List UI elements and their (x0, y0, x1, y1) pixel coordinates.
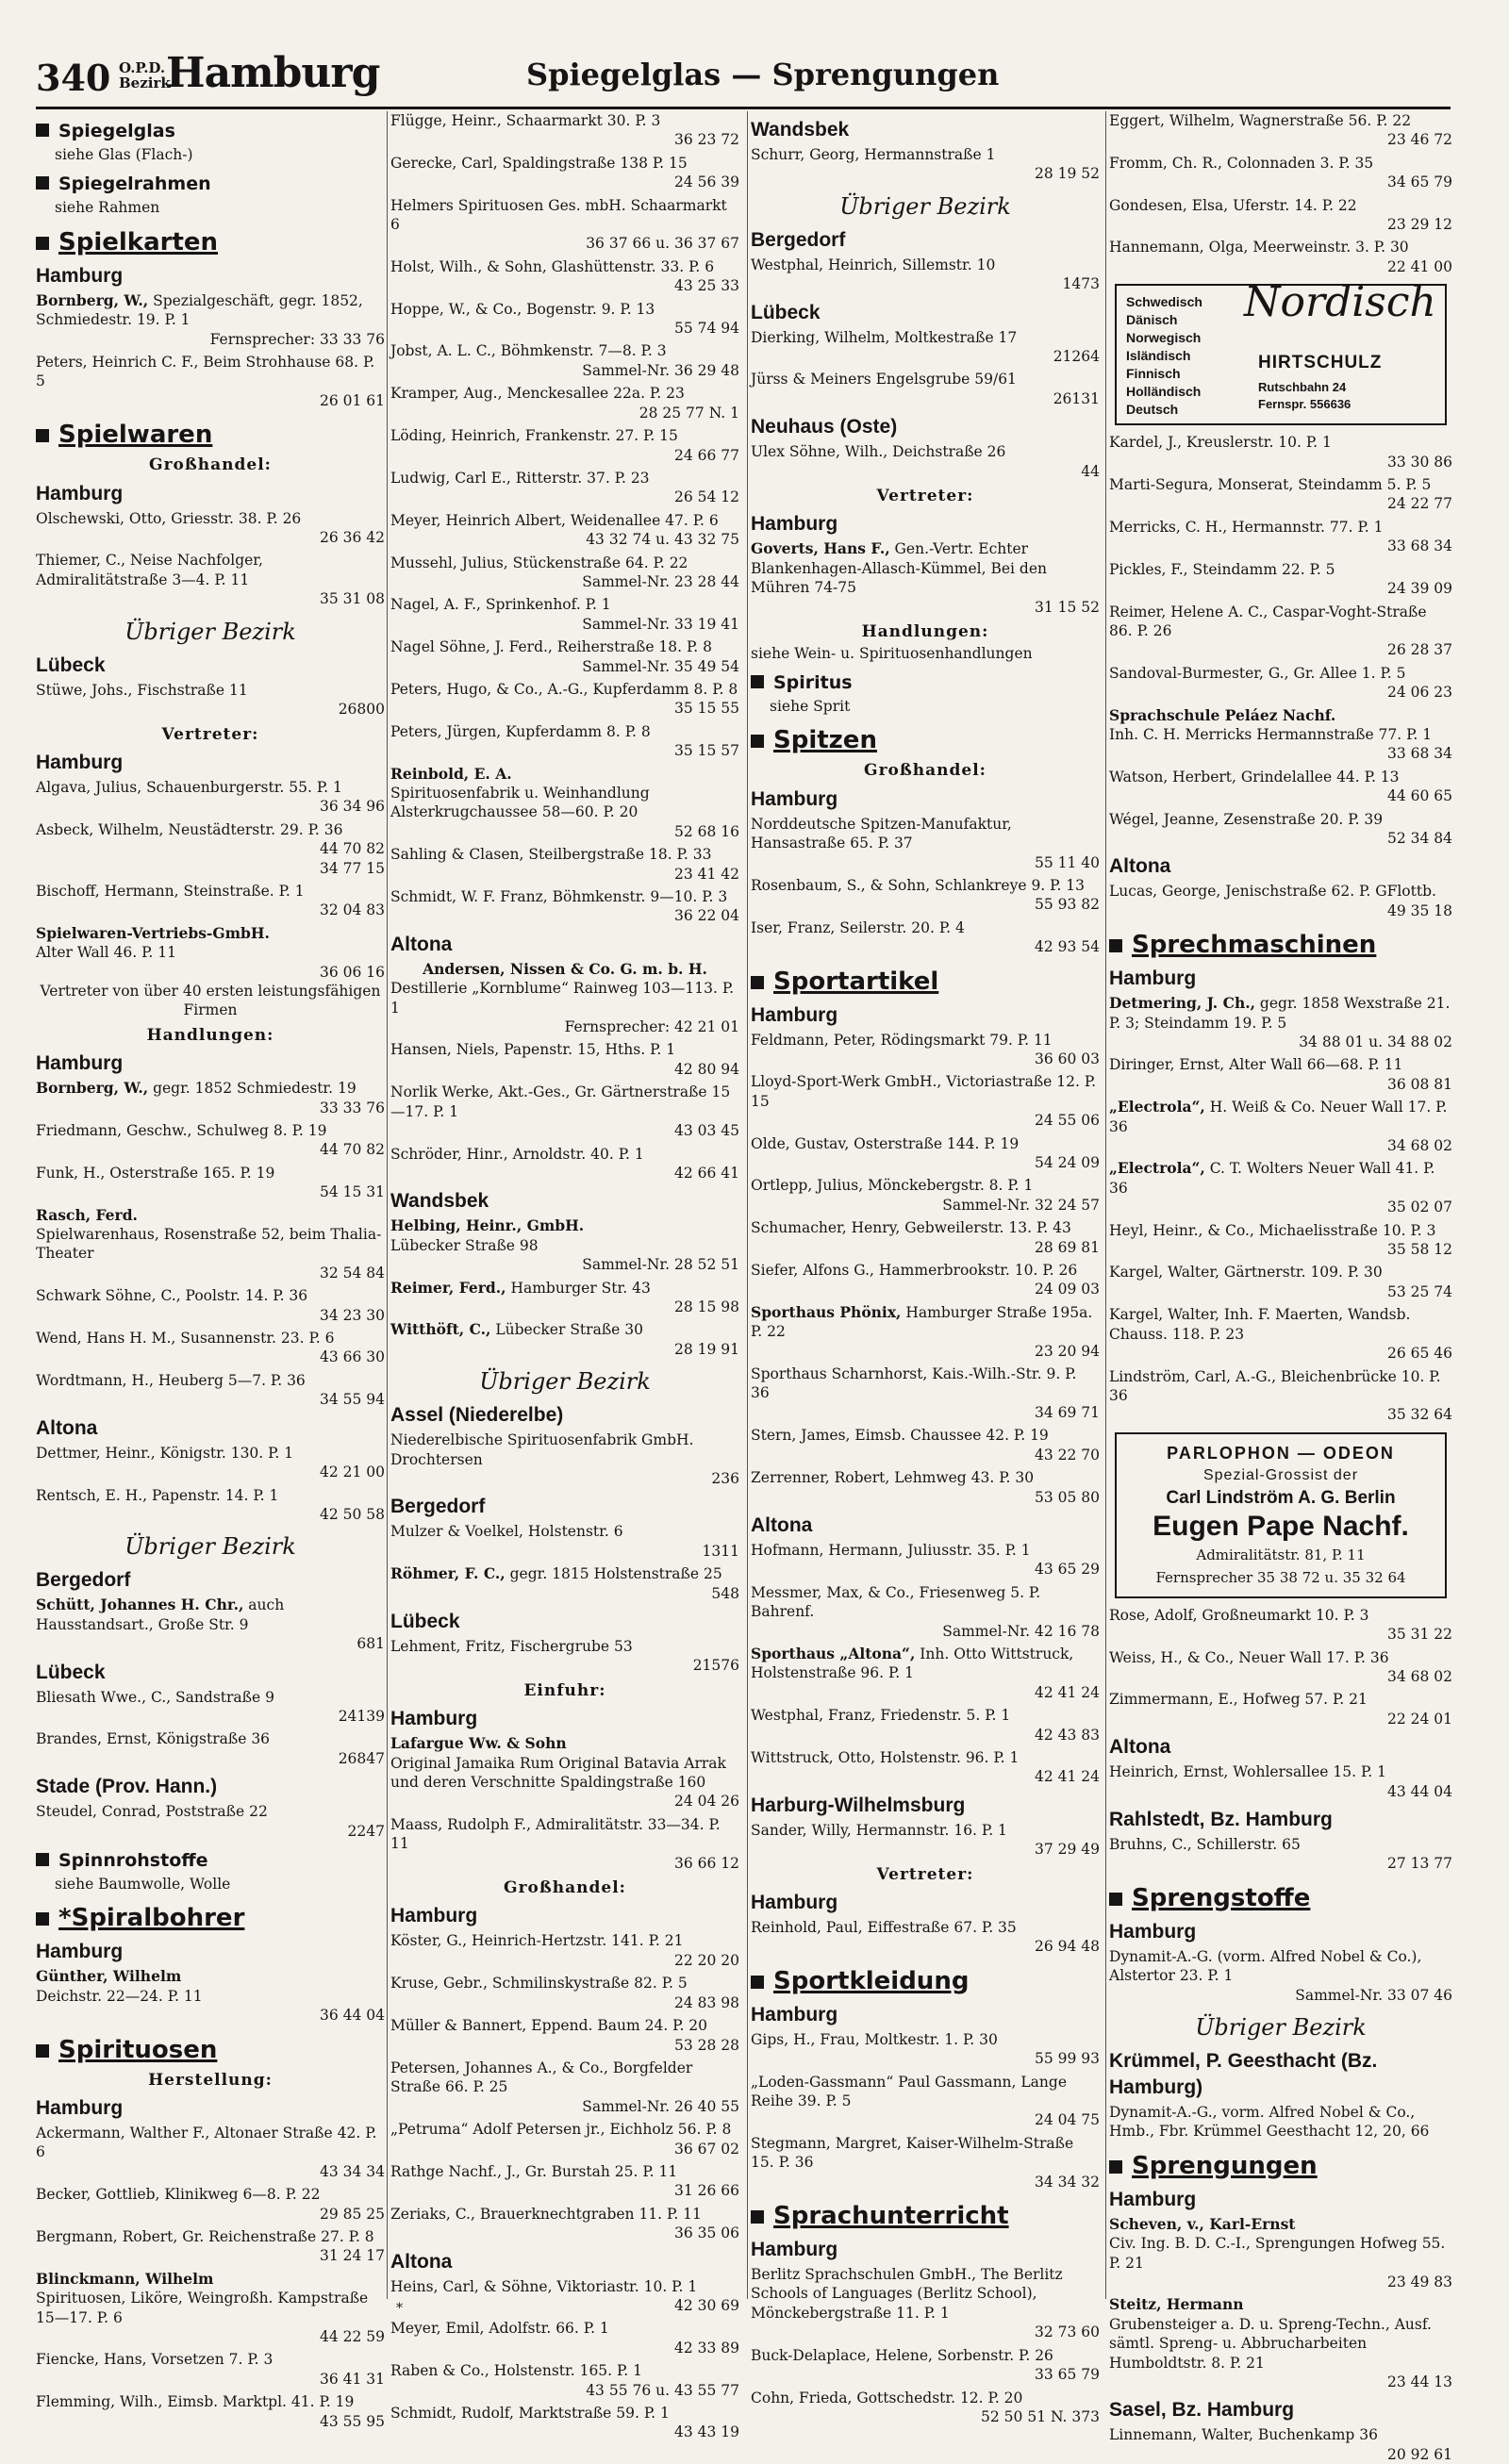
page-city: Hamburg (166, 49, 380, 97)
city-heading: Hamburg (36, 1052, 124, 1075)
list-item: Nagel, A. F., Sprinkenhof. P. 1 Sammel-Nr. 33 19 41 (390, 596, 739, 633)
list-item: Jobst, A. L. C., Böhmkenstr. 7—8. P. 3 Sammel-Nr. 36 29 48 (390, 342, 739, 379)
list-item: Raben & Co., Holstenstr. 165. P. 1 43 55 76 u. 43 55 77 (390, 2362, 739, 2399)
list-item: Schröder, Hinr., Arnoldstr. 40. P. 1 42 66 41 (390, 1145, 739, 1182)
list-item: Feldmann, Peter, Rödingsmarkt 79. P. 11 36 60 03 (751, 1031, 1100, 1067)
list-item: Hoppe, W., & Co., Bogenstr. 9. P. 13 55 74 94 (390, 300, 739, 338)
list-item: Eggert, Wilhelm, Wagnerstraße 56. P. 22 23 46 72 (1109, 112, 1452, 149)
list-item: Siefer, Alfons G., Hammerbrookstr. 10. P. 26 24 09 03 (751, 1262, 1100, 1298)
list-item: Lindström, Carl, A.-G., Bleichenbrücke 10. P. 36 35 32 64 (1109, 1367, 1452, 1424)
city-heading: Hamburg (751, 1892, 838, 1913)
list-item: Lehment, Fritz, Fischergrube 53 21576 (390, 1638, 739, 1675)
list-item: Flemming, Wilh., Eimsb. Marktpl. 41. P. 19 43 55 95 (36, 2393, 385, 2430)
list-item: Gips, H., Frau, Moltkestr. 1. P. 30 55 99 93 (751, 2030, 1100, 2068)
list-item: Rosenbaum, S., & Sohn, Schlankreye 9. P. 13 55 93 82 (751, 876, 1100, 914)
list-item: Rathge Nachf., J., Gr. Burstah 25. P. 11 31 26 66 (390, 2162, 739, 2200)
list-item: Wittstruck, Otto, Holstenstr. 96. P. 1 42 41 24 (751, 1748, 1100, 1786)
list-item: Algava, Julius, Schauenburgerstr. 55. P. 1 36 34 96 (36, 778, 385, 816)
list-item: Dynamit-A.-G., vorm. Alfred Nobel & Co., Hmb., Fbr. Krümmel Geesthacht 12, 20, 66 (1109, 2104, 1430, 2141)
section-heading: Spitzen (751, 725, 1100, 755)
city-heading: Hamburg (36, 2097, 124, 2119)
list-item: Günther, Wilhelm Deichstr. 22—24. P. 11 36 44 04 (36, 1967, 385, 2025)
column-2 (390, 111, 739, 2441)
list-item: Sandoval-Burmester, G., Gr. Allee 1. P. 5 24 06 23 (1109, 664, 1452, 702)
bullet-square-icon (36, 124, 49, 137)
ad-phone: Fernspr. 556636 (1258, 397, 1351, 412)
list-item: Ulex Söhne, Wilh., Deichstraße 26 44 (751, 443, 1100, 480)
city-heading: Lübeck (390, 1611, 460, 1632)
city-heading: Hamburg (1109, 1920, 1197, 1943)
list-item: Meyer, Emil, Adolfstr. 66. P. 1 42 33 89 (390, 2320, 739, 2357)
city-heading: Hamburg (36, 751, 124, 773)
list-item: Dierking, Wilhelm, Moltkestraße 17 21264 (751, 328, 1100, 366)
list-item: Andersen, Nissen & Co. G. m. b. H. Destillerie „Kornblume“ Rainweg 103—113. P. 1 Fernsprecher: 42 21 01 (390, 959, 739, 1036)
list-item: Diringer, Ernst, Alter Wall 66—68. P. 11 36 08 81 (1109, 1056, 1452, 1093)
list-item: Weiss, H., & Co., Neuer Wall 17. P. 36 34 68 02 (1109, 1648, 1452, 1685)
list-item: Bergmann, Robert, Gr. Reichenstraße 27. P. 8 31 24 17 (36, 2228, 385, 2265)
page-number: 340 (36, 57, 111, 99)
subheading: Vertreter: (876, 487, 974, 506)
list-item: Fiencke, Hans, Vorsetzen 7. P. 3 36 41 31 (36, 2351, 385, 2388)
list-item: Buck-Delaplace, Helene, Sorbenstr. P. 26 33 65 79 (751, 2346, 1100, 2384)
list-item: Becker, Gottlieb, Klinikweg 6—8. P. 22 29 85 25 (36, 2186, 385, 2223)
list-item: Peters, Jürgen, Kupferdamm 8. P. 8 35 15 57 (390, 722, 739, 760)
see-reference: siehe Rahmen (55, 199, 160, 217)
section-heading: Spiegelglas (36, 121, 385, 141)
region-heading: Übriger Bezirk (839, 192, 1011, 220)
list-item: Peters, Hugo, & Co., A.-G., Kupferdamm 8. P. 8 35 15 55 (390, 680, 739, 718)
subheading: Großhandel: (149, 455, 272, 475)
bullet-square-icon (36, 237, 49, 250)
list-item: Stegmann, Margret, Kaiser-Wilhelm-Straße 15. P. 36 34 34 32 (751, 2134, 1100, 2191)
city-heading: Bergedorf (390, 1496, 486, 1518)
bullet-square-icon (1109, 939, 1122, 952)
city-heading: Hamburg (751, 787, 838, 810)
bullet-square-icon (751, 675, 764, 688)
list-item: Goverts, Hans F., Gen.-Vertr. Echter Blankenhagen-Allasch-Kümmel, Bei den Mühren 74-75 31 15 52 (751, 539, 1100, 616)
city-heading: Altona (1109, 1736, 1171, 1759)
city-heading: Sasel, Bz. Hamburg (1109, 2399, 1295, 2422)
section-heading: Sprengstoffe (1109, 1883, 1452, 1913)
list-item: Niederelbische Spirituosenfabrik GmbH. Drochtersen 236 (390, 1431, 739, 1487)
page-range-title: Spiegelglas — Sprengungen (526, 57, 1000, 92)
list-item: Reinhold, Paul, Eiffestraße 67. P. 35 26 94 48 (751, 1919, 1100, 1956)
bullet-square-icon (1109, 1893, 1122, 1906)
list-item: Sporthaus „Altona“, Inh. Otto Wittstruck, Holstenstraße 96. P. 1 42 41 24 (751, 1644, 1100, 1701)
column-divider (1105, 111, 1106, 2299)
city-heading: Stade (Prov. Hann.) (36, 1776, 218, 1798)
list-item: Zerrenner, Robert, Lehmweg 43. P. 30 53 05 80 (751, 1469, 1100, 1506)
list-item: Schurr, Georg, Hermannstraße 1 28 19 52 (751, 146, 1100, 183)
city-heading: Hamburg (751, 2003, 838, 2026)
list-item: Flügge, Heinr., Schaarmarkt 30. P. 3 36 23 72 (390, 112, 739, 149)
bullet-square-icon (36, 2044, 49, 2058)
column-divider (387, 111, 388, 2299)
list-item: Rentsch, E. H., Papenstr. 14. P. 1 42 50 58 (36, 1486, 385, 1523)
list-item: Heins, Carl, & Söhne, Viktoriastr. 10. P. 1 42 30 69 (390, 2277, 739, 2314)
city-heading: Rahlstedt, Bz. Hamburg (1109, 1808, 1333, 1830)
list-item: Wordtmann, H., Heuberg 5—7. P. 36 34 55 94 (36, 1371, 385, 1409)
list-item: Gondesen, Elsa, Uferstr. 14. P. 22 23 29 12 (1109, 196, 1452, 234)
subheading: Handlungen: (146, 1025, 274, 1045)
list-item: Norlik Werke, Akt.-Ges., Gr. Gärtnerstraße 15—17. P. 1 43 03 45 (390, 1083, 739, 1140)
list-item: Sporthaus Scharnhorst, Kais.-Wilh.-Str. 9. P. 36 34 69 71 (751, 1365, 1100, 1421)
list-item: Jürss & Meiners Engelsgrube 59/61 26131 (751, 371, 1100, 407)
list-item: „Petruma“ Adolf Petersen jr., Eichholz 56. P. 8 36 67 02 (390, 2121, 739, 2158)
section-heading: Spielkarten (36, 227, 385, 257)
list-item: Messmer, Max, & Co., Friesenweg 5. P. Bahrenf. Sammel-Nr. 42 16 78 (751, 1583, 1100, 1640)
footnote-mark: * (396, 2301, 403, 2316)
list-item: Brandes, Ernst, Königstraße 36 26847 (36, 1730, 385, 1767)
bullet-square-icon (36, 1912, 49, 1926)
list-item: Kargel, Walter, Inh. F. Maerten, Wandsb. Chauss. 118. P. 23 26 65 46 (1109, 1306, 1452, 1363)
city-heading: Hamburg (390, 1708, 478, 1730)
list-item: Westphal, Franz, Friedenstr. 5. P. 1 42 43 83 (751, 1707, 1100, 1744)
list-item: Löding, Heinrich, Frankenstr. 27. P. 15 24 66 77 (390, 427, 739, 464)
list-item: Köster, G., Heinrich-Hertzstr. 141. P. 21 22 20 20 (390, 1932, 739, 1969)
subheading: Vertreter: (161, 724, 259, 744)
city-heading: Bergedorf (36, 1569, 131, 1592)
list-item: „Loden-Gassmann“ Paul Gassmann, Lange Reihe 39. P. 5 24 04 75 (751, 2073, 1100, 2129)
city-heading: Altona (390, 933, 453, 955)
list-item: Mulzer & Voelkel, Holstenstr. 6 1311 (390, 1523, 739, 1560)
city-heading: Altona (390, 2250, 453, 2273)
list-item: Kardel, J., Kreuslerstr. 10. P. 1 33 30 86 (1109, 434, 1452, 471)
list-item: Reimer, Ferd., Hamburger Str. 43 28 15 98 (390, 1278, 739, 1315)
list-item: Dettmer, Heinr., Königstr. 130. P. 1 42 21 00 (36, 1444, 385, 1481)
list-item: Fromm, Ch. R., Colonnaden 3. P. 35 34 65 79 (1109, 154, 1452, 191)
section-heading: Sportartikel (751, 967, 1100, 997)
list-item: siehe Wein- u. Spirituosenhandlungen (751, 644, 1033, 662)
list-item: Iser, Franz, Seilerstr. 20. P. 4 42 93 54 (751, 918, 1100, 956)
list-item: Merricks, C. H., Hermannstr. 77. P. 1 33 68 34 (1109, 518, 1452, 555)
bullet-square-icon (36, 1853, 49, 1866)
list-item: Detmering, J. Ch., gegr. 1858 Wexstraße 21. P. 3; Steindamm 19. P. 5 34 88 01 u. 34 88 02 (1109, 994, 1452, 1050)
list-item: Reimer, Helene A. C., Caspar-Voght-Straße 86. P. 26 26 28 37 (1109, 603, 1452, 659)
list-item: Thiemer, C., Neise Nachfolger, Admiralitätstraße 3—4. P. 11 35 31 08 (36, 552, 385, 608)
list-item: Lucas, George, Jenischstraße 62. P. GFlottb. 49 35 18 (1109, 883, 1452, 919)
ad-firm-name: HIRTSCHULZ (1258, 353, 1383, 373)
list-item: Stüwe, Johs., Fischstraße 11 26800 (36, 681, 385, 719)
list-item: Schumacher, Henry, Gebweilerstr. 13. P. 43 28 69 81 (751, 1219, 1100, 1256)
advertisement-parlophon: PARLOPHON — ODEON Spezial-Grossist der Carl Lindström A. G. Berlin Eugen Pape Nachf. Admiralitätstr. 81, P. 11 Fernsprecher 35 38 72 u. 35 32 64 (1115, 1432, 1447, 1598)
see-reference: siehe Sprit (770, 697, 851, 715)
list-item: Sporthaus Phönix, Hamburger Straße 195a. P. 22 23 20 94 (751, 1302, 1100, 1360)
list-item: Zimmermann, E., Hofweg 57. P. 21 22 24 01 (1109, 1691, 1452, 1728)
section-heading: Spinnrohstoffe (36, 1850, 385, 1871)
brand-script: Nordisch (1244, 278, 1436, 327)
list-item: Heyl, Heinr., & Co., Michaelisstraße 10. P. 3 35 58 12 (1109, 1221, 1452, 1259)
list-item: Scheven, v., Karl-Ernst Civ. Ing. B. D. C.-I., Sprengungen Hofweg 55. P. 21 23 49 83 (1109, 2214, 1452, 2291)
subheading: Großhandel: (504, 1878, 626, 1898)
list-item: Nagel Söhne, J. Ferd., Reiherstraße 18. P. 8 Sammel-Nr. 35 49 54 (390, 638, 739, 675)
list-item: Linnemann, Walter, Buchenkamp 36 20 92 61 (1109, 2426, 1452, 2463)
list-item: Marti-Segura, Monserat, Steindamm 5. P. 5 24 22 77 (1109, 476, 1452, 513)
city-heading: Hamburg (751, 1003, 838, 1026)
city-heading: Neuhaus (Oste) (751, 416, 898, 438)
list-item: Olde, Gustav, Osterstraße 144. P. 19 54 24 09 (751, 1134, 1100, 1171)
list-item: Schütt, Johannes H. Chr., auch Hausstandsart., Große Str. 9 681 (36, 1596, 385, 1653)
bullet-square-icon (36, 429, 49, 442)
column-4 (1109, 111, 1452, 2463)
list-item: Witthöft, C., Lübecker Straße 30 28 19 91 (390, 1320, 739, 1358)
list-item: Sander, Willy, Hermannstr. 16. P. 1 37 29 49 (751, 1821, 1100, 1859)
see-reference: siehe Baumwolle, Wolle (55, 1875, 231, 1893)
city-heading: Hamburg (36, 1941, 124, 1963)
list-item: Kramper, Aug., Menckesallee 22a. P. 23 28 25 77 N. 1 (390, 385, 739, 422)
bullet-square-icon (751, 2210, 764, 2224)
list-item: Maass, Rudolph F., Admiralitätstr. 33—34. P. 11 36 66 12 (390, 1815, 739, 1872)
region-heading: Übriger Bezirk (479, 1368, 651, 1396)
city-heading: Hamburg (751, 513, 838, 536)
list-item: Kruse, Gebr., Schmilinskystraße 82. P. 5 24 83 98 (390, 1975, 739, 2011)
list-item: Stern, James, Eimsb. Chaussee 42. P. 19 43 22 70 (751, 1427, 1100, 1464)
section-heading: Spiritus (751, 672, 1100, 693)
list-item: Lafargue Ww. & Sohn Original Jamaika Rum Original Batavia Arrak und deren Verschnitte Spaldingstraße 160 24 04 26 (390, 1734, 739, 1811)
list-item: Ludwig, Carl E., Ritterstr. 37. P. 23 26 54 12 (390, 469, 739, 506)
list-item: Gerecke, Carl, Spaldingstraße 138 P. 15 24 56 39 (390, 154, 739, 191)
city-heading: Hamburg (390, 1905, 478, 1927)
list-item: Westphal, Heinrich, Sillemstr. 10 1473 (751, 256, 1100, 293)
list-item: Schmidt, Rudolf, Marktstraße 59. P. 1 43 43 19 (390, 2405, 739, 2441)
city-heading: Hamburg (1109, 967, 1197, 990)
list-item: Cohn, Frieda, Gottschedstr. 12. P. 20 52 50 51 N. 373 (751, 2389, 1100, 2425)
list-item: Helbing, Heinr., GmbH. Lübecker Straße 98 Sammel-Nr. 28 52 51 (390, 1216, 739, 1274)
subheading: Vertreter: (876, 1864, 974, 1884)
list-item: Ortlepp, Julius, Mönckebergstr. 8. P. 1 Sammel-Nr. 32 24 57 (751, 1177, 1100, 1214)
city-heading: Altona (1109, 855, 1171, 878)
city-heading: Altona (751, 1513, 813, 1536)
list-item: Schwark Söhne, C., Poolstr. 14. P. 36 34 23 30 (36, 1287, 385, 1324)
list-item: Müller & Bannert, Eppend. Baum 24. P. 20 53 28 28 (390, 2017, 739, 2054)
region-heading: Übriger Bezirk (124, 1533, 296, 1561)
list-item: Reinbold, E. A. Spirituosenfabrik u. Weinhandlung Alsterkrugchaussee 58—60. P. 20 52 68 16 (390, 764, 739, 840)
city-heading: Krümmel, P. Geesthacht (Bz. Hamburg) (1109, 2050, 1378, 2098)
subheading: Herstellung: (148, 2070, 273, 2090)
list-item: Schmidt, W. F. Franz, Böhmkenstr. 9—10. P. 3 36 22 04 (390, 888, 739, 925)
section-heading: Sprechmaschinen (1109, 930, 1452, 960)
list-item: Hofmann, Hermann, Juliusstr. 35. P. 1 43 65 29 (751, 1541, 1100, 1579)
city-heading: Altona (36, 1416, 98, 1439)
list-item: Olschewski, Otto, Griesstr. 38. P. 26 26 36 42 (36, 509, 385, 547)
list-item: Watson, Herbert, Grindelallee 44. P. 13 44 60 65 (1109, 768, 1452, 805)
city-heading: Wandsbek (390, 1190, 489, 1213)
column-3 (751, 111, 1100, 2425)
list-item: Bruhns, C., Schillerstr. 65 27 13 77 (1109, 1835, 1452, 1873)
bullet-square-icon (751, 976, 764, 989)
list-item: Rasch, Ferd. Spielwarenhaus, Rosenstraße 52, beim Thalia-Theater 32 54 84 (36, 1205, 385, 1282)
list-item: Pickles, F., Steindamm 22. P. 5 24 39 09 (1109, 560, 1452, 598)
opd-label: O.P.D. Bezirk (119, 59, 171, 91)
list-item: Hansen, Niels, Papenstr. 15, Hths. P. 1 42 80 94 (390, 1041, 739, 1078)
section-heading: *Spiralbohrer (36, 1903, 385, 1933)
city-heading: Hamburg (1109, 2188, 1197, 2210)
list-item: Zeriaks, C., Brauerknechtgraben 11. P. 11 36 35 06 (390, 2205, 739, 2242)
bullet-square-icon (36, 176, 49, 190)
list-item: Spielwaren-Vertriebs-GmbH. Alter Wall 46. P. 11 36 06 16 Vertreter von über 40 ersten leistungsfähigen Firmen (36, 923, 385, 1019)
list-item: Hannemann, Olga, Meerweinstr. 3. P. 30 22 41 00 (1109, 239, 1452, 275)
bullet-square-icon (751, 1976, 764, 1989)
list-item: Kargel, Walter, Gärtnerstr. 109. P. 30 53 25 74 (1109, 1264, 1452, 1300)
list-item: Helmers Spirituosen Ges. mbH. Schaarmarkt 6 36 37 66 u. 36 37 67 (390, 196, 739, 253)
city-heading: Bergedorf (751, 228, 846, 251)
subheading: Großhandel: (864, 761, 987, 781)
language-list: Schwedisch Dänisch Norwegisch Isländisch Finnisch Holländisch Deutsch (1126, 294, 1202, 418)
city-heading: Wandsbek (751, 119, 850, 141)
list-item: Dynamit-A.-G. (vorm. Alfred Nobel & Co.), Alstertor 23. P. 1 Sammel-Nr. 33 07 46 (1109, 1947, 1452, 2004)
list-item: Bornberg, W., gegr. 1852 Schmiedestr. 19 33 33 76 (36, 1079, 385, 1116)
list-item: Sahling & Clasen, Steilbergstraße 18. P. 33 23 41 42 (390, 846, 739, 883)
column-divider (747, 111, 748, 2299)
subheading: Handlungen: (861, 622, 989, 642)
city-heading: Harburg-Wilhelmsburg (751, 1794, 966, 1816)
section-heading: Sportkleidung (751, 1966, 1100, 1996)
list-item: Sprachschule Peláez Nachf. Inh. C. H. Merricks Hermannstraße 77. P. 1 33 68 34 (1109, 705, 1452, 763)
list-item: Bliesath Wwe., C., Sandstraße 9 24139 (36, 1688, 385, 1725)
list-item: Wend, Hans H. M., Susannenstr. 23. P. 6 43 66 30 (36, 1330, 385, 1366)
list-item: Wégel, Jeanne, Zesenstraße 20. P. 39 52 34 84 (1109, 810, 1452, 847)
header-rule (36, 107, 1451, 109)
city-heading: Hamburg (36, 264, 124, 287)
list-item: Heinrich, Ernst, Wohlersallee 15. P. 1 43 44 04 (1109, 1763, 1452, 1800)
region-heading: Übriger Bezirk (124, 618, 296, 645)
column-1 (36, 111, 385, 2430)
list-item: Steitz, Hermann Grubensteiger a. D. u. Spreng-Techn., Ausf. sämtl. Spreng- u. Abbrucharbeiten Humboldtstr. 8. P. 21 23 44 13 (1109, 2295, 1452, 2391)
list-item: Friedmann, Geschw., Schulweg 8. P. 19 44 70 82 (36, 1122, 385, 1159)
section-heading: Spielwaren (36, 420, 385, 450)
list-item: Bornberg, W., Spezialgeschäft, gegr. 1852, Schmiedestr. 19. P. 1 Fernsprecher: 33 33 76 (36, 290, 385, 348)
list-item: Norddeutsche Spitzen-Manufaktur, Hansastraße 65. P. 37 55 11 40 (751, 815, 1100, 871)
bullet-square-icon (751, 735, 764, 748)
ad-address: Rutschbahn 24 (1258, 380, 1347, 395)
city-heading: Hamburg (751, 2239, 838, 2261)
list-item: Asbeck, Wilhelm, Neustädterstr. 29. P. 36 44 70 82 34 77 15 (36, 820, 385, 877)
bullet-square-icon (1109, 2160, 1122, 2174)
city-heading: Lübeck (36, 1661, 106, 1683)
city-heading: Hamburg (36, 482, 124, 504)
city-heading: Lübeck (751, 301, 821, 323)
section-heading: Spiegelrahmen (36, 174, 385, 194)
section-heading: Spirituosen (36, 2035, 385, 2065)
list-item: Meyer, Heinrich Albert, Weidenallee 47. P. 6 43 32 74 u. 43 32 75 (390, 511, 739, 549)
see-reference: siehe Glas (Flach-) (55, 146, 193, 163)
city-heading: Assel (Niederelbe) (390, 1404, 564, 1427)
list-item: Bischoff, Hermann, Steinstraße. P. 1 32 04 83 (36, 882, 385, 919)
list-item: Ackermann, Walther F., Altonaer Straße 42. P. 6 43 34 34 (36, 2125, 385, 2180)
region-heading: Übriger Bezirk (1195, 2014, 1367, 2041)
list-item: „Electrola“, H. Weiß & Co. Neuer Wall 17. P. 36 34 68 02 (1109, 1098, 1452, 1155)
list-item: Berlitz Sprachschulen GmbH., The Berlitz Schools of Languages (Berlitz School), Mönckebergstraße 11. P. 1 32 73 60 (751, 2266, 1100, 2341)
page-header (36, 49, 1451, 106)
city-heading: Lübeck (36, 653, 106, 676)
subheading: Einfuhr: (523, 1680, 606, 1700)
list-item: Holst, Wilh., & Sohn, Glashüttenstr. 33. P. 6 43 25 33 (390, 257, 739, 295)
list-item: Mussehl, Julius, Stückenstraße 64. P. 22 Sammel-Nr. 23 28 44 (390, 554, 739, 590)
list-item: Petersen, Johannes A., & Co., Borgfelder Straße 66. P. 25 Sammel-Nr. 26 40 55 (390, 2059, 739, 2115)
list-item: „Electrola“, C. T. Wolters Neuer Wall 41. P. 36 35 02 07 (1109, 1159, 1452, 1216)
list-item: Röhmer, F. C., gegr. 1815 Holstenstraße 25 548 (390, 1564, 739, 1602)
list-item: Lloyd-Sport-Werk GmbH., Victoriastraße 12. P. 15 24 55 06 (751, 1073, 1100, 1130)
list-item: Blinckmann, Wilhelm Spirituosen, Liköre, Weingroßh. Kampstraße 15—17. P. 6 44 22 59 (36, 2269, 385, 2346)
list-item: Steudel, Conrad, Poststraße 22 2247 (36, 1803, 385, 1840)
section-heading: Sprengungen (1109, 2151, 1452, 2181)
section-heading: Sprachunterricht (751, 2201, 1100, 2231)
list-item: Funk, H., Osterstraße 165. P. 19 54 15 31 (36, 1164, 385, 1201)
list-item: Peters, Heinrich C. F., Beim Strohhause 68. P. 5 26 01 61 (36, 354, 385, 409)
advertisement-nordisch (1115, 278, 1447, 425)
list-item: Rose, Adolf, Großneumarkt 10. P. 3 35 31 22 (1109, 1606, 1452, 1644)
